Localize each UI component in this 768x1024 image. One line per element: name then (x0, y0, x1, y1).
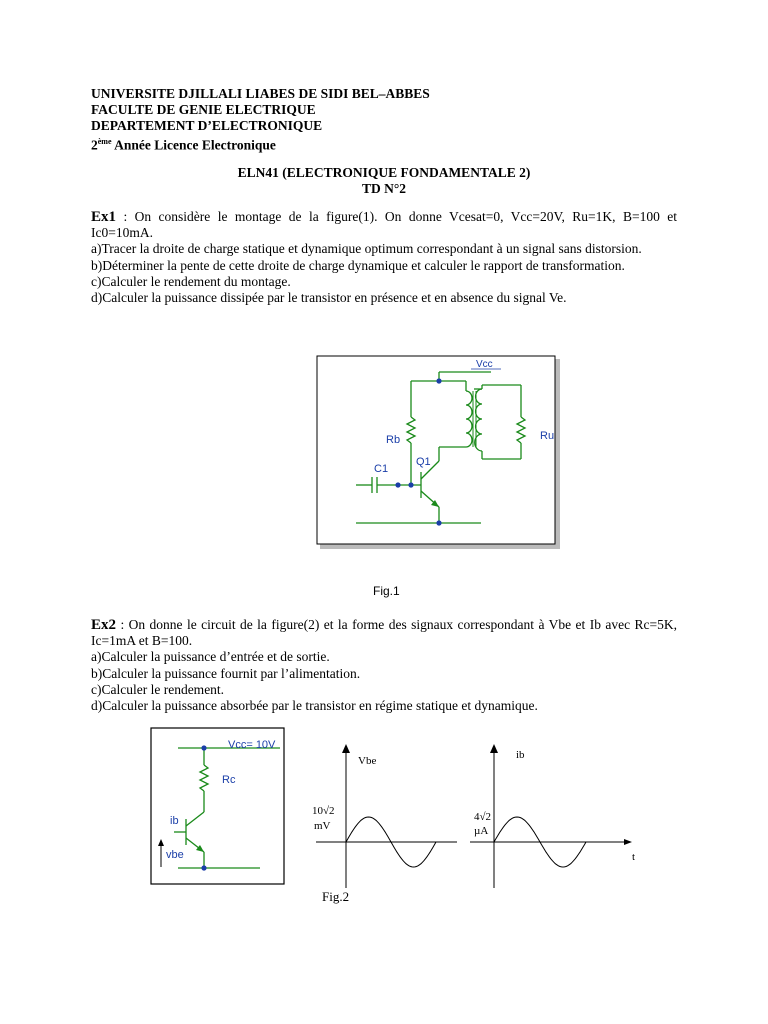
ex1-item-b: b)Déterminer la pente de cette droite de charge dynamique et calculer le rapport de transformation. (91, 257, 625, 273)
ex2-intro (91, 617, 677, 649)
ib-axis-label: ib (516, 749, 525, 761)
ex1-item-d: d)Calculer la puissance dissipée par le transistor en présence et en absence du signal Ve. (91, 290, 567, 306)
university-name: UNIVERSITE DJILLALI LIABES DE SIDI BEL–ABBES (91, 86, 430, 101)
ex1-intro-text: : On considère le montage de la figure(1). On donne Vcesat=0, Vcc=20V, Ru=1K, B=100 et Ic0=10mA. (91, 209, 677, 241)
ex1-label: Ex1 (91, 209, 117, 225)
vbe-waveform-graph (312, 742, 462, 892)
figure-2-caption: Fig.2 (322, 889, 350, 904)
year-number: 2 (91, 137, 98, 153)
fig1-ru-label: Ru (540, 430, 555, 442)
ex1-intro (91, 209, 677, 241)
td-number: TD N°2 (361, 181, 407, 196)
department-name: DEPARTEMENT D’ELECTRONIQUE (91, 118, 323, 133)
fig2-vcc-label: Vcc= 10V (228, 739, 276, 751)
vbe-amplitude-unit: mV (314, 820, 331, 832)
ex2-item-b: b)Calculer la puissance fournit par l’alimentation. (91, 665, 361, 681)
fig1-c1-label: C1 (374, 463, 389, 475)
year-line (91, 134, 276, 154)
fig1-rb-label: Rb (386, 434, 401, 446)
course-title: ELN41 (ELECTRONIQUE FONDAMENTALE 2) (237, 165, 531, 180)
fig1-q1-label: Q1 (416, 456, 431, 468)
fig2-ib-label: ib (170, 815, 179, 827)
figure-1-caption: Fig.1 (373, 584, 400, 598)
fig2-rc-label: Rc (222, 774, 236, 786)
ex1-item-a: a)Tracer la droite de charge statique et dynamique optimum correspondant à un signal sans distorsion. (91, 241, 642, 257)
figure-2-circuit (150, 727, 286, 887)
ib-time-label: t (632, 851, 636, 863)
exercise-2 (91, 617, 677, 714)
ex2-item-c: c)Calculer le rendement. (91, 681, 225, 697)
year-superscript: ème (97, 137, 112, 146)
ex2-item-a: a)Calculer la puissance d’entrée et de sortie. (91, 649, 330, 665)
ib-amplitude-value: 4√2 (474, 811, 492, 823)
ex1-item-c: c)Calculer le rendement du montage. (91, 273, 291, 289)
vbe-axis-label: Vbe (358, 755, 377, 767)
ex2-intro-text: : On donne le circuit de la figure(2) et la forme des signaux correspondant à Vbe et Ib avec Rc=5K, Ic=1mA et B=100. (91, 617, 677, 649)
faculty-name: FACULTE DE GENIE ELECTRIQUE (91, 102, 316, 117)
year-text: Année Licence Electronique (111, 137, 276, 153)
ib-waveform-graph (466, 742, 646, 892)
ib-amplitude-unit: µA (474, 825, 489, 837)
ex2-item-d: d)Calculer la puissance absorbée par le transistor en régime statique et dynamique. (91, 698, 538, 714)
fig2-vbe-label: vbe (166, 849, 184, 861)
ex2-label: Ex2 (91, 617, 117, 633)
fig1-vcc-label: Vcc (476, 359, 493, 370)
vbe-amplitude-value: 10√2 (312, 805, 335, 817)
figure-1-circuit (316, 355, 562, 551)
exercise-1 (91, 209, 677, 306)
